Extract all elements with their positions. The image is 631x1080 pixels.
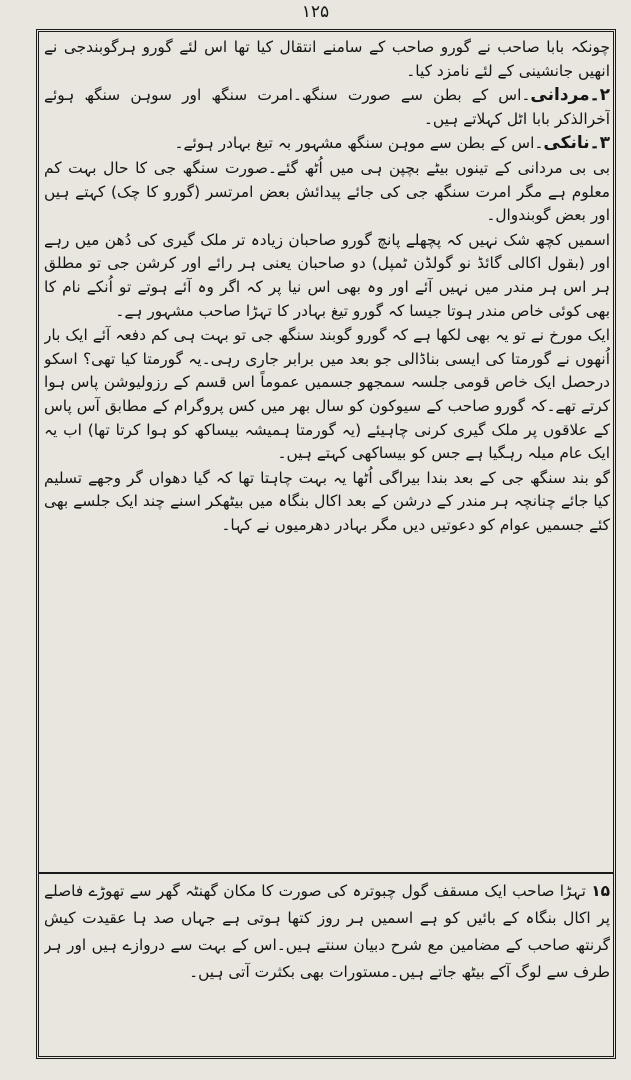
list-heading-mardani: ۲۔مردانی xyxy=(530,85,610,106)
main-text xyxy=(44,36,610,856)
paragraph-7: گو بند سنگھ جی کے بعد بندا بیراگی اُٹھا یہ بہت چاہتا تھا کہ گیا دھواں گر وجھے تسلیم کیا جائے چنانچہ ہر مندر کے درشن کے بعد اکال بنگاہ میں بیٹھکر اسنے چند ایک جلسے بھی کئے جسمیں عوام کو دعوتیں دیں مگر بہادر دھرمیوں نے کہا۔ xyxy=(44,468,610,534)
paragraph-1: چونکہ بابا صاحب نے گورو صاحب کے سامنے انتقال کیا تھا اس لئے گورو ہرگوبندجی نے انھیں جانشینی کے لئے نامزد کیا۔ xyxy=(44,38,610,80)
list-heading-nanaki: ۳۔نانکی xyxy=(543,133,610,154)
footnote xyxy=(44,878,610,1054)
paragraph-2: ۲۔مردانی۔اس کے بطن سے صورت سنگھ۔امرت سنگھ اور سوہن سنگھ ہوئے آخرالذکر بابا اٹل کہلاتے ہیں۔ xyxy=(44,85,610,128)
paragraph-4: بی بی مردانی کے تینوں بیٹے بچپن ہی میں اُٹھ گئے۔صورت سنگھ جی کا حال بہت کم معلوم ہے مگر امرت سنگھ جی کی جائے پیدائش بعض امرتسر (گورو کا چک) کہتے ہیں اور بعض گوبندوال۔ xyxy=(44,158,610,225)
page-number: ۱۲۵ xyxy=(301,2,330,22)
footnote-text: تہڑا صاحب ایک مسقف گول چبوترہ کی صورت کا مکان گھنٹہ گھر سے تھوڑے فاصلے پر اکال بنگاہ کے بائیں کو ہے اسمیں ہر روز کتھا ہوتی ہے جہاں صد ہا عقیدت کیش گرنتھ صاحب کے مضامین مع شرح دبیان سنتے ہیں۔اس کے بہت سے دروازے ہیں اور ہر طرف سے لوگ آکے بیٹھ جاتے ہیں۔مستورات بھی بکثرت آتی ہیں۔ xyxy=(44,882,610,981)
paragraph-5: اسمیں کچھ شک نہیں کہ پچھلے پانچ گورو صاحبان زیادہ تر ملک گیری کی دُھن میں رہے اور (بقول اکالی گائڈ نو گولڈن ٹمپل) دو صاحبان یعنی ہر رائے اور کرشن جی تو مطلق ہر اس ہر مندر میں نہیں آئے اور وہ بھی اس نیا پر کہ اگر وہ آئے ہوتے تو اُنکے نام کا بھی کوئی خاص مندر ہوتا جیسا کہ گورو تیغ بہادر کا تہڑا صاحب مشہور ہے۔ xyxy=(44,230,610,320)
paragraph-6: ایک مورخ نے تو یہ بھی لکھا ہے کہ گورو گوبند سنگھ جی تو بہت ہی کم دفعہ آئے ایک بار اُنھوں نے گورمتا کی ایسی بناڈالی جو بعد میں برابر جاری رہی۔یہ گورمتا کیا تھی؟ اسکو درحصل ایک خاص قومی جلسہ سمجھو جسمیں عموماً اس قسم کے رزولیوشن پاس ہوا کرتے تھے۔کہ گورو صاحب کے سیوکون کو سال بھر میں کس پروگرام کے مطابق آس پاس کے علاقوں پر ملک گیری کرنی چاہیئے (یہ گورمتا ہمیشہ بیساکھ کو ہوا کرتا تھا) اب یہ ایک عام میلہ رہگیا ہے جس کو بیساکھی کہتے ہیں۔ xyxy=(44,326,610,463)
footnote-mark: ۱۵ xyxy=(591,882,610,900)
footnote-divider xyxy=(38,872,614,874)
paragraph-3: ۳۔نانکی۔اس کے بطن سے موہن سنگھ مشہور بہ تیغ بہادر ہوئے۔ xyxy=(174,133,610,154)
